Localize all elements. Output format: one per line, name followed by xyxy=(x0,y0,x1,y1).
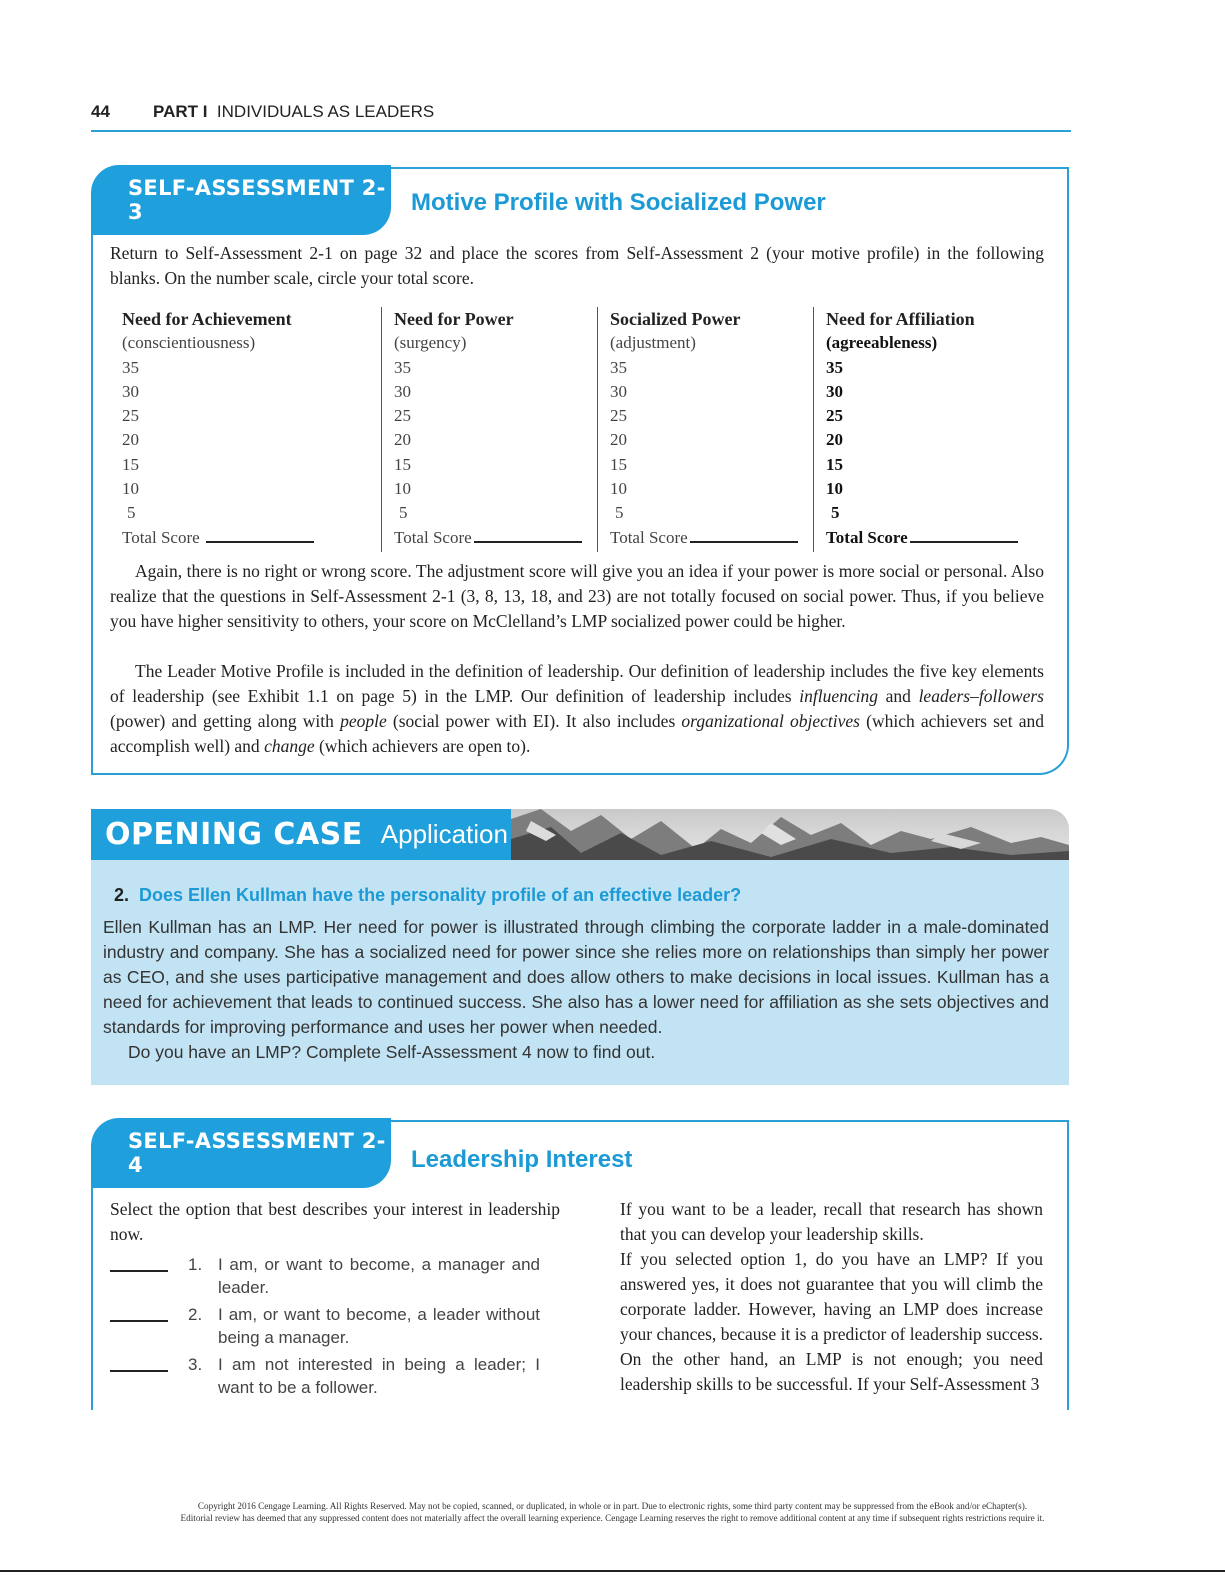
scale-value[interactable]: 5 xyxy=(399,503,408,523)
scale-value[interactable]: 20 xyxy=(610,430,627,450)
scale-subheading: (adjustment) xyxy=(610,333,696,353)
scale-value[interactable]: 35 xyxy=(394,357,411,377)
total-score-blank[interactable] xyxy=(910,527,1018,543)
answer-blank[interactable] xyxy=(110,1270,168,1272)
scale-value[interactable]: 10 xyxy=(826,479,843,499)
total-score-row xyxy=(610,526,810,550)
scale-subheading: (conscientiousness) xyxy=(122,333,256,353)
scale-value[interactable]: 5 xyxy=(127,503,136,523)
scale-column-socialized-power xyxy=(597,307,810,552)
self-assessment-tab: SELF-ASSESSMENT 2-4 xyxy=(91,1118,391,1188)
part-heading xyxy=(153,102,434,122)
scale-heading: Need for Power xyxy=(394,309,514,329)
total-score-row xyxy=(826,526,1026,550)
total-score-row xyxy=(122,526,322,550)
definition-paragraph: The Leader Motive Profile is included in the definition of leadership. Our definition of leadership includes the five key elements of leadership (see Exhibit 1.1 on page 5) in the LMP. Our definition of leadership includes influencing and leaders–followers (power) and getting along with people (social power with EI). It also includes organizational objectives (which achievers set and accomplish well) and change (which achievers are open to). xyxy=(110,661,1044,756)
scale-value[interactable]: 5 xyxy=(615,503,624,523)
scale-value[interactable]: 15 xyxy=(826,454,843,474)
scale-value[interactable]: 10 xyxy=(394,479,411,499)
total-score-row xyxy=(394,526,594,550)
answer-blank[interactable] xyxy=(110,1320,168,1322)
answer-blank[interactable] xyxy=(110,1370,168,1372)
scale-column-affiliation xyxy=(813,307,1026,552)
opening-case-panel xyxy=(91,860,1069,1085)
case-prompt: Do you have an LMP? Complete Self-Assessment 4 now to find out. xyxy=(128,1042,656,1062)
scale-value[interactable]: 20 xyxy=(394,430,411,450)
self-assessment-intro: Select the option that best describes your interest in leadership now. xyxy=(110,1199,560,1244)
opening-case-subtitle: Application xyxy=(380,819,508,849)
total-score-label: Total Score xyxy=(610,527,688,547)
scale-value[interactable]: 35 xyxy=(610,357,627,377)
question-text: Does Ellen Kullman have the personality profile of an effective leader? xyxy=(139,885,742,905)
case-question xyxy=(114,885,741,906)
scale-value[interactable]: 30 xyxy=(394,381,411,401)
opening-case-title: OPENING CASE xyxy=(105,817,363,852)
scale-value[interactable]: 20 xyxy=(826,430,843,450)
guidance-paragraph: If you want to be a leader, recall that research has shown that you can develop your leadership skills. xyxy=(620,1199,1043,1244)
question-number: 2. xyxy=(114,885,130,905)
option-number: 2. xyxy=(188,1305,203,1324)
total-score-blank[interactable] xyxy=(474,527,582,543)
total-score-blank[interactable] xyxy=(206,527,314,543)
scale-value[interactable]: 25 xyxy=(122,406,139,426)
self-assessment-2-3-box xyxy=(91,167,1069,775)
scale-value[interactable]: 15 xyxy=(122,454,139,474)
scale-heading: Need for Affiliation xyxy=(826,309,975,329)
scale-value[interactable]: 10 xyxy=(610,479,627,499)
self-assessment-intro: Return to Self-Assessment 2-1 on page 32 and place the scores from Self-Assessment 2 (your motive profile) in the following blanks. On the number scale, circle your total score. xyxy=(110,243,1044,288)
scale-value[interactable]: 35 xyxy=(122,357,139,377)
running-head xyxy=(91,100,1071,132)
opening-case-label xyxy=(91,809,511,860)
case-answer-paragraph: Ellen Kullman has an LMP. Her need for power is illustrated through climbing the corporate ladder in a male-dominated industry and company. She has a socialized need for power since she relies more on relationships than simply her power as CEO, and she uses participative management and does allow others to make decisions in local issues. Kullman has a need for achievement that leads to continued success. She also has a lower need for affiliation as she sets objectives and standards for improving performance and uses her power when needed. xyxy=(103,917,1049,1037)
self-assessment-title: Motive Profile with Socialized Power xyxy=(411,189,826,216)
part-label: PART I xyxy=(153,102,208,121)
scale-value[interactable]: 30 xyxy=(826,381,843,401)
options-column xyxy=(110,1197,560,1399)
motive-score-scales xyxy=(110,307,1040,552)
guidance-paragraph: If you selected option 1, do you have an LMP? If you answered yes, it does not guarantee that you will climb the corporate ladder. However, having an LMP does increase your chances, because it is a predictor of leadership success. On the other hand, an LMP is not enough; you need leadership skills to be successful. If your Self-Assessment 3 xyxy=(620,1249,1043,1394)
self-assessment-title: Leadership Interest xyxy=(411,1146,633,1173)
opening-case-banner xyxy=(91,809,1069,860)
case-answer xyxy=(103,915,1049,1065)
part-title: INDIVIDUALS AS LEADERS xyxy=(216,102,435,121)
copyright-notice: Copyright 2016 Cengage Learning. All Rights Reserved. May not be copied, scanned, or duplicated, in whole or in part. Due to electronic rights, some third party content may be suppressed from the eBook and/or eChapter(s). Editorial review has deemed that any suppressed content does not materially affect the overall learning experience. Cengage Learning reserves the right to remove additional content at any time if subsequent rights restrictions require it. xyxy=(180,1501,1045,1523)
scale-value[interactable]: 35 xyxy=(826,357,843,377)
total-score-label: Total Score xyxy=(122,527,200,547)
option-item xyxy=(110,1353,560,1399)
scale-column-achievement xyxy=(122,307,322,552)
scale-subheading: (surgency) xyxy=(394,333,467,353)
guidance-column xyxy=(595,1197,1043,1397)
scale-value[interactable]: 25 xyxy=(826,406,843,426)
scale-subheading: (agreeableness) xyxy=(826,333,938,353)
scale-column-power xyxy=(381,307,594,552)
explanation-paragraph: Again, there is no right or wrong score. The adjustment score will give you an idea if your power is more social or personal. Also realize that the questions in Self-Assessment 2-1 (3, 8, 13, 18, and 23) are not totally focused on social power. Thus, if you believe you have higher sensitivity to others, your score on McClelland’s LMP socialized power could be higher. xyxy=(110,561,1044,631)
option-text: I am, or want to become, a leader without being a manager. xyxy=(218,1305,540,1347)
total-score-label: Total Score xyxy=(826,527,908,547)
self-assessment-2-4-box xyxy=(91,1120,1069,1410)
total-score-label: Total Score xyxy=(394,527,472,547)
option-item xyxy=(110,1253,560,1299)
scale-value[interactable]: 5 xyxy=(831,503,840,523)
total-score-blank[interactable] xyxy=(690,527,798,543)
bottom-rule xyxy=(0,1570,1225,1572)
option-text: I am not interested in being a leader; I want to be a follower. xyxy=(218,1355,540,1397)
option-number: 3. xyxy=(188,1355,203,1374)
scale-heading: Need for Achievement xyxy=(122,309,292,329)
option-number: 1. xyxy=(188,1255,203,1274)
option-text: I am, or want to become, a manager and leader. xyxy=(218,1255,540,1297)
scale-value[interactable]: 20 xyxy=(122,430,139,450)
scale-value[interactable]: 15 xyxy=(394,454,411,474)
mountain-photo xyxy=(511,809,1069,860)
scale-heading: Socialized Power xyxy=(610,309,741,329)
scale-value[interactable]: 30 xyxy=(610,381,627,401)
scale-value[interactable]: 15 xyxy=(610,454,627,474)
self-assessment-tab: SELF-ASSESSMENT 2-3 xyxy=(91,165,391,235)
scale-value[interactable]: 10 xyxy=(122,479,139,499)
option-item xyxy=(110,1303,560,1349)
scale-value[interactable]: 25 xyxy=(394,406,411,426)
scale-value[interactable]: 25 xyxy=(610,406,627,426)
scale-value[interactable]: 30 xyxy=(122,381,139,401)
page-number: 44 xyxy=(91,102,110,121)
